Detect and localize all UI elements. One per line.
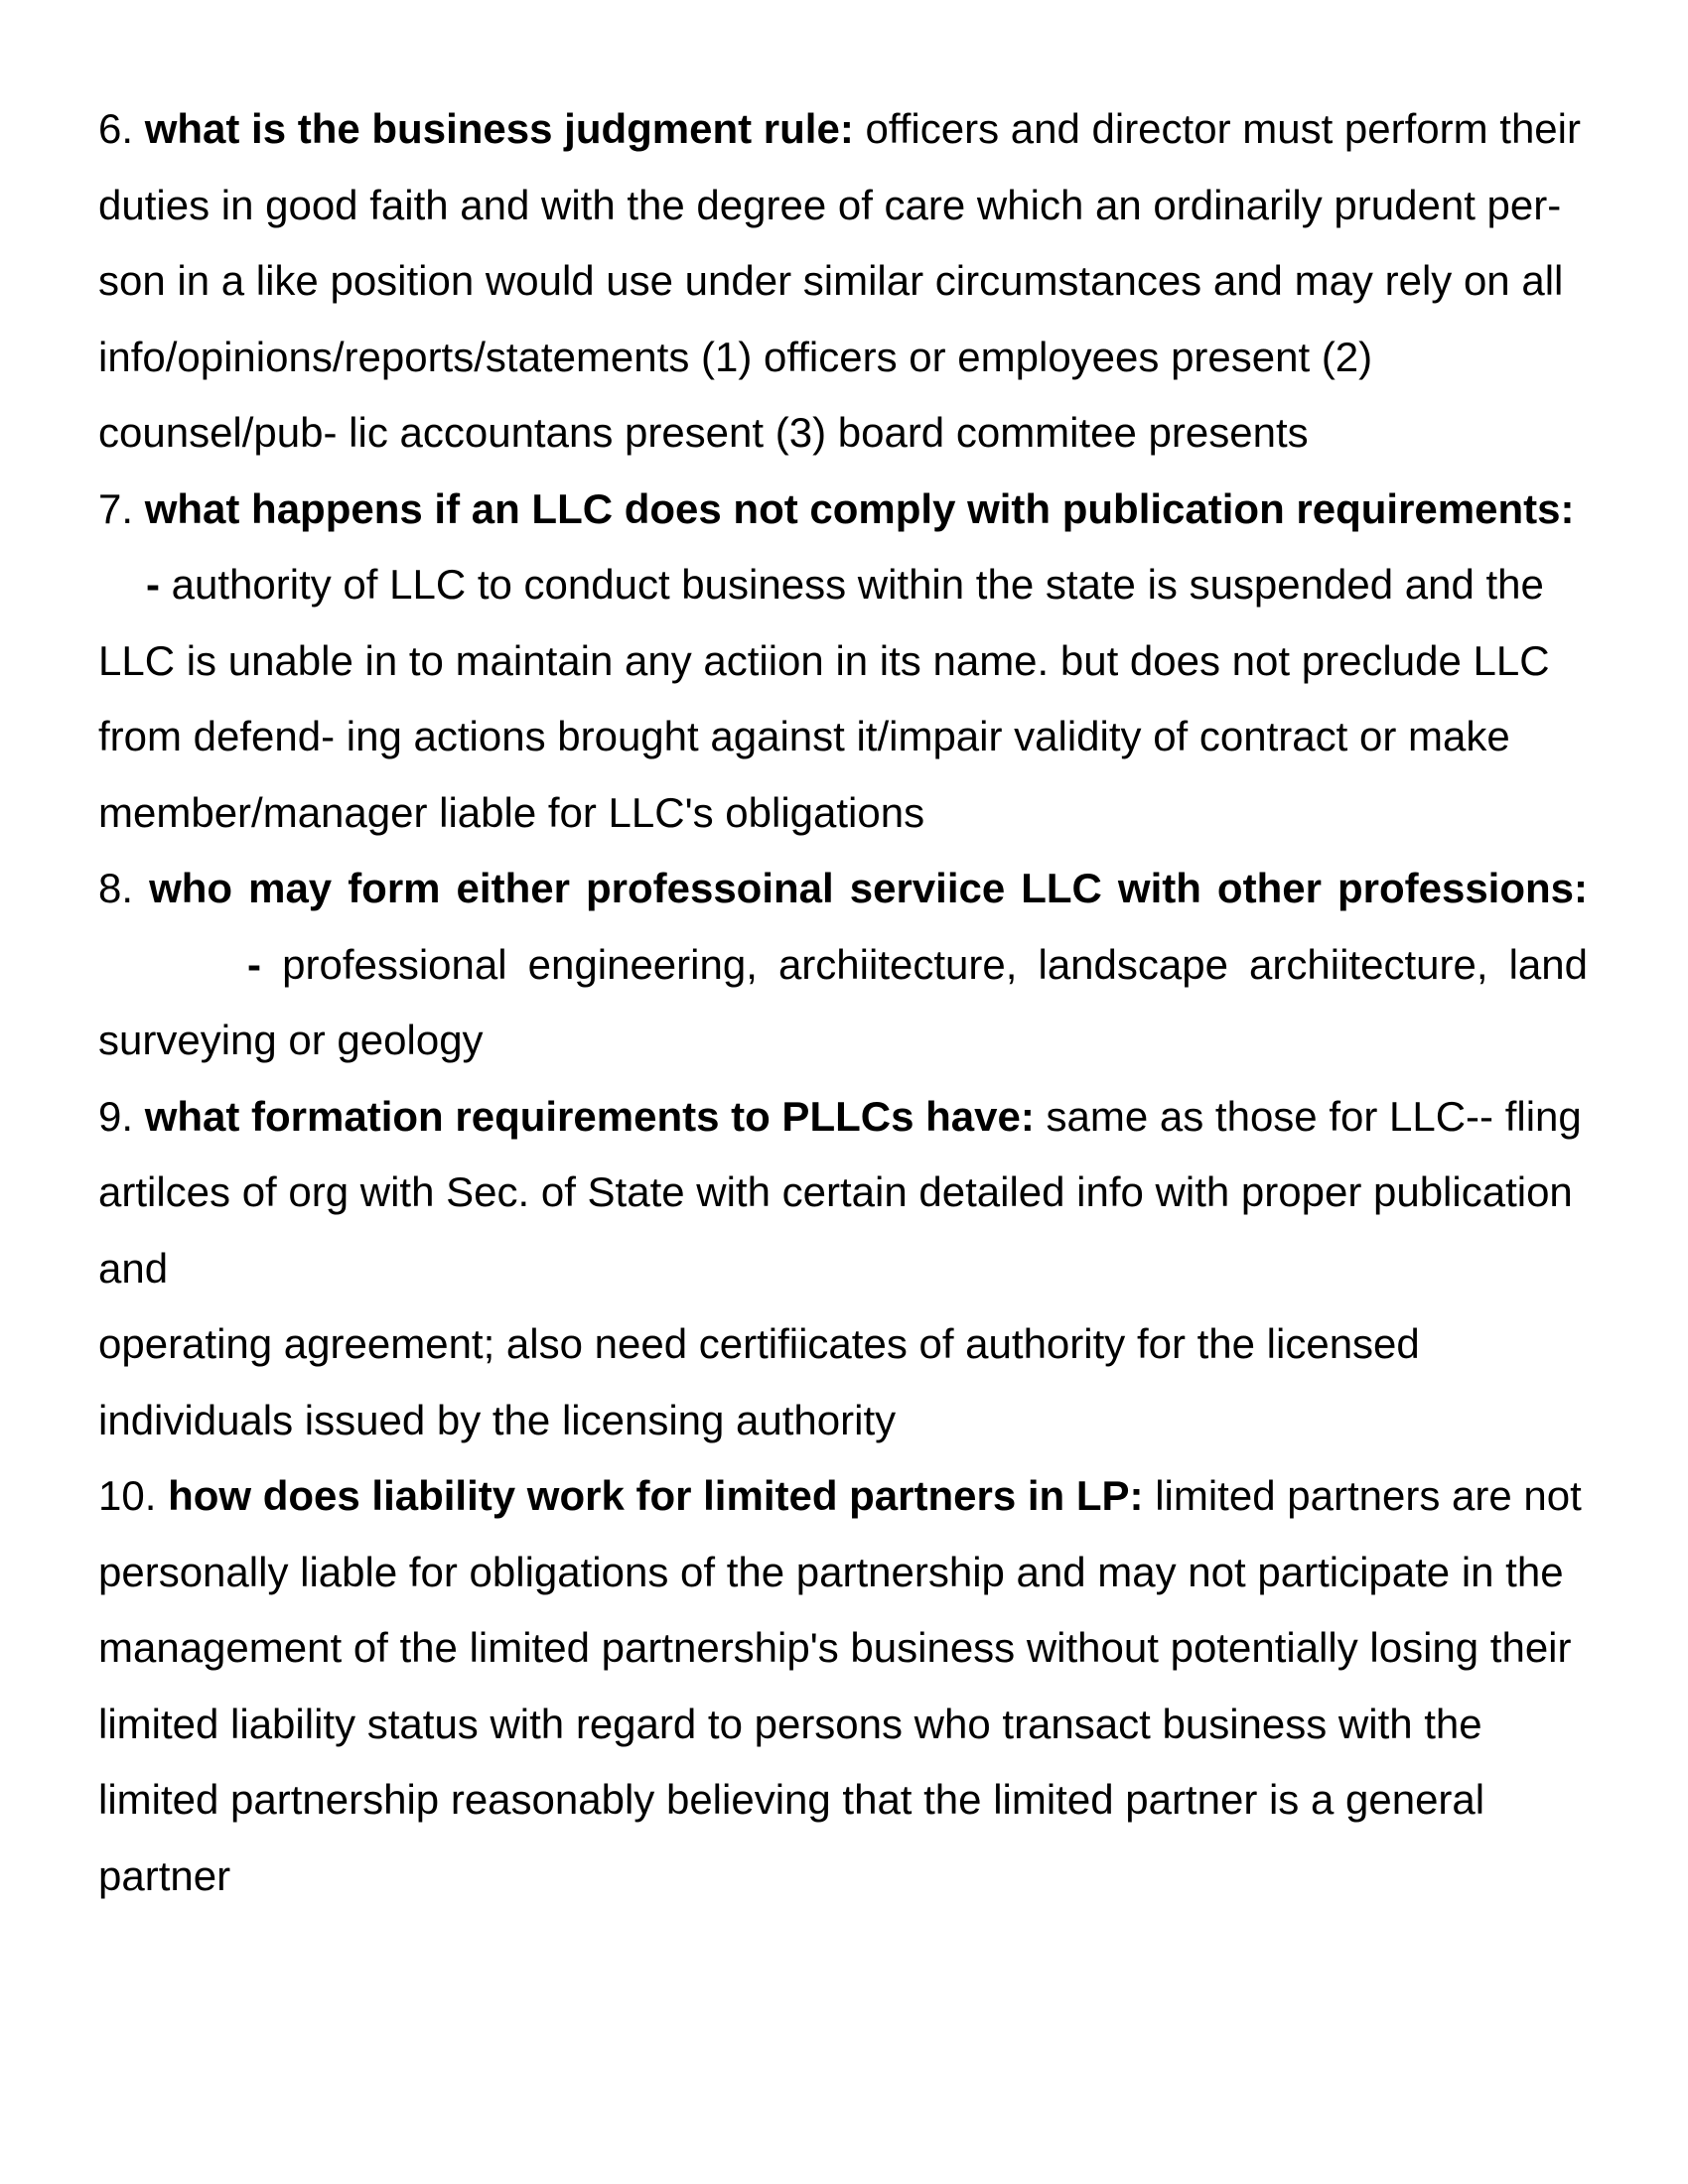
answer-dash: - xyxy=(146,561,160,608)
answer-text: limited partners are not personally liable for obligations of the partnership and may not participate in the management of the limited partnership's business without potentially losing their limited liability status with regard to persons who transact business with the limited partnership reasonably believing that the limited partner is a general partner xyxy=(98,1472,1582,1899)
question-text: what happens if an LLC does not comply with publication requirements: xyxy=(144,484,1575,532)
question-text: what is the business judgment rule: xyxy=(144,105,854,152)
question-text: who may form either professoinal serviice LLC with other professions: xyxy=(149,865,1589,911)
item-number: 10. xyxy=(98,1472,157,1519)
item-number: 8. xyxy=(98,865,134,911)
item-number: 6. xyxy=(98,105,134,152)
qa-item-7 xyxy=(98,472,1588,852)
item-number: 9. xyxy=(98,1092,134,1140)
qa-item-6 xyxy=(98,91,1588,472)
qa-item-9 xyxy=(98,1079,1588,1459)
document-page xyxy=(98,91,1588,1914)
question-text: how does liability work for limited partners in LP: xyxy=(168,1472,1144,1519)
answer-text: professional engineering, archiitecture, landscape archiitecture, land surveying or geology xyxy=(98,940,1588,1063)
qa-item-10 xyxy=(98,1458,1588,1914)
answer-dash: - xyxy=(247,940,261,988)
answer-text: same as those for LLC-- fling artilces of org with Sec. of State with certain detailed info with proper publication and xyxy=(98,1092,1582,1292)
answer-text: officers and director must perform their duties in good faith and with the degree of care which an ordinarily prudent per- son in a like position would use under similar circumstances and may rely on all info/opinions/reports/statements (1) officers or employees present (2) counsel/pub- lic accountans present (3) board commitee presents xyxy=(98,105,1581,456)
answer-text-continued: operating agreement; also need certifiicates of authority for the licensed individuals issued by the licensing authority xyxy=(98,1320,1420,1443)
question-text: what formation requirements to PLLCs have: xyxy=(144,1092,1035,1140)
item-number: 7. xyxy=(98,484,134,532)
answer-text: authority of LLC to conduct business within the state is suspended and the LLC is unable in to maintain any actiion in its name. but does not preclude LLC from defend- ing actions brought against it/impair validity of contract or make member/manager liable for LLC's obligations xyxy=(98,561,1550,836)
qa-item-8 xyxy=(98,851,1588,1079)
